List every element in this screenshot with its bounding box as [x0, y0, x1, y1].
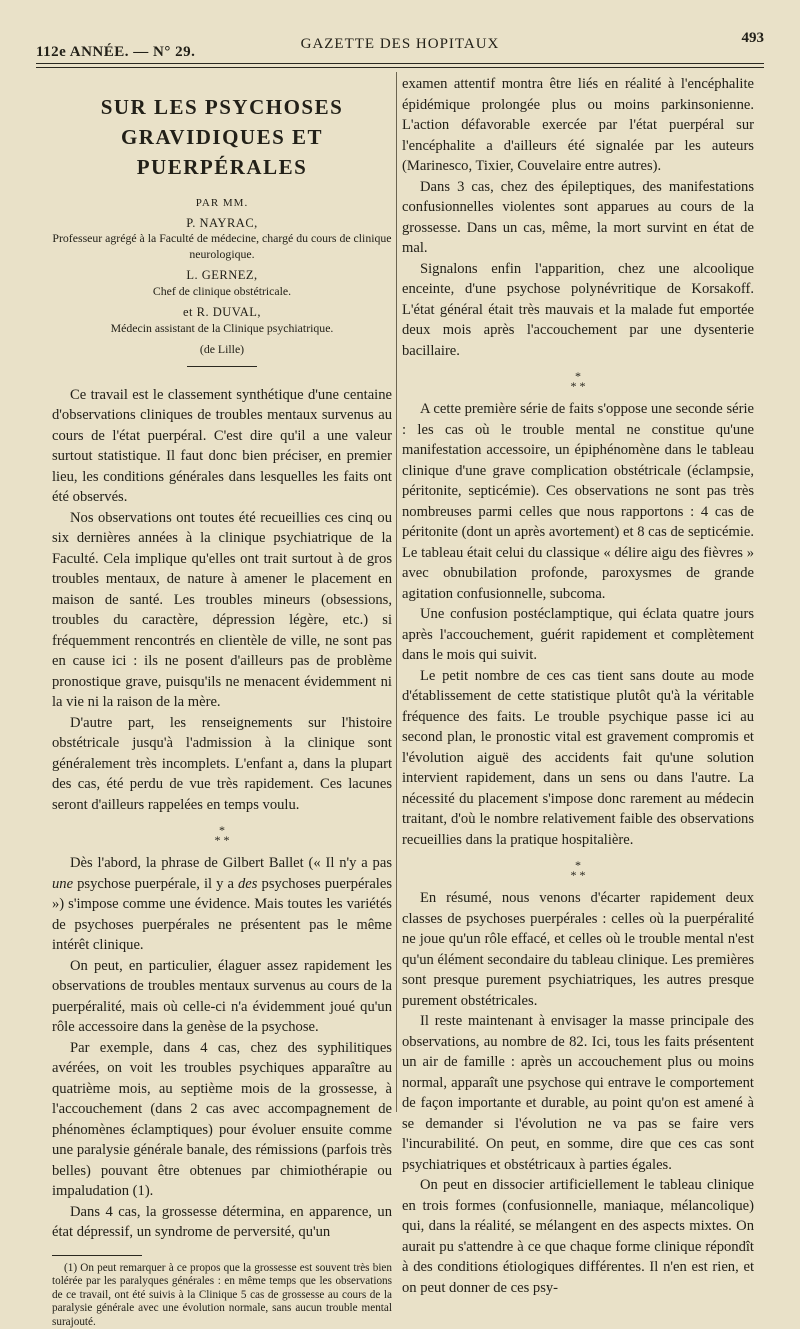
emphasis: une	[52, 876, 73, 892]
text-run: psychoses puerpérales ») s'impose comme une évidence. Mais toutes les variétés de psychoses puerpérales ne présentent pas le même intérêt clinique.	[52, 876, 392, 954]
title-separator	[187, 366, 257, 367]
paragraph: En résumé, nous venons d'écarter rapidement deux classes de psychoses puerpérales : celles où la puerpéralité ne joue qu'un rôle effacé, et celles où le trouble mental n'est qu'un élément secondaire du tableau clinique. Les premières sont presque purement psychiatriques, les autres presque purement obstétricales.	[402, 888, 754, 1011]
paragraph: On peut, en particulier, élaguer assez rapidement les observations de troubles mentaux survenus au cours de la puerpéralité, mais où celle-ci n'a évidemment joué qu'un rôle accessoire dans la genèse de la psychose.	[52, 956, 392, 1038]
page-header	[36, 30, 764, 64]
issue-number: 112e ANNÉE. — N° 29.	[36, 44, 195, 61]
left-column	[52, 74, 392, 1329]
article-title	[52, 92, 392, 182]
article-title-line-1: SUR LES PSYCHOSES	[52, 92, 392, 122]
page-number: 493	[742, 30, 765, 47]
paragraph: examen attentif montra être liés en réalité à l'encéphalite épidémique prolongée plus ou moins parkinsonienne. L'action défavorable exercée par l'état puerpéral sur l'encéphalite a d'ailleurs été signalée par les auteurs (Marinesco, Tixier, Couvelaire entre autres).	[402, 74, 754, 177]
paragraph: Ce travail est le classement synthétique d'une centaine d'observations cliniques de troubles mentaux survenus au cours de l'état puerpéral. C'est dire qu'il a une valeur surtout statistique. Il faut donc bien préciser, en premier lieu, les conditions générales dans lesquelles les faits ont été observés.	[52, 385, 392, 508]
text-run: psychose puerpérale, il y a	[73, 876, 238, 892]
author-name-2: L. GERNEZ,	[52, 268, 392, 284]
paragraph	[52, 853, 392, 956]
paragraph: Il reste maintenant à envisager la masse principale des observations, au nombre de 82. Ici, tous les faits présentent un air de famille : après un accouchement plus ou moins normal, apparaît une psychose qui entrave le comportement de façon importante et durable, au point qu'on est amené à se demander si l'évolution ne va pas se faire vers l'incurabilité. On peut, en somme, dire que ces cas sont psychiatriques et obstétricaux à parties égales.	[402, 1011, 754, 1175]
author-role-3: Médecin assistant de la Clinique psychiatrique.	[52, 321, 392, 337]
author-name-1: P. NAYRAC,	[52, 216, 392, 232]
author-role-1: Professeur agrégé à la Faculté de médecine, chargé du cours de clinique neurologique.	[52, 231, 392, 262]
right-column	[402, 74, 754, 1298]
paragraph: Dans 3 cas, chez des épileptiques, des manifestations confusionnelles violentes sont apparues au cours de la grossesse. Dans un cas, même, la mort survint en état de mal.	[402, 177, 754, 259]
paragraph: Dans 4 cas, la grossesse détermina, en apparence, un état dépressif, un syndrome de perversité, qu'un	[52, 1202, 392, 1243]
author-role-2: Chef de clinique obstétricale.	[52, 284, 392, 300]
paragraph: Signalons enfin l'apparition, chez une alcoolique enceinte, d'une psychose polynévritique de Korsakoff. L'état général était très mauvais et la malade fut emportée deux mois après l'accouchement par une dysenterie bacillaire.	[402, 259, 754, 362]
paragraph: Nos observations ont toutes été recueillies ces cinq ou six dernières années à la clinique psychiatrique de la Faculté. Cela implique qu'elles ont trait surtout à de gros troubles mentaux, de nature à amener le placement en maison de santé. Les troubles mineurs (obsessions, troubles du caractère, dépression légère, etc.) si fréquemment rencontrés en clientèle de ville, ne sont pas en cause ici : ils ne posent d'ailleurs pas de problème pronostique grave, puisqu'ils ne menacent évidemment ni la vie ni la raison de la mère.	[52, 508, 392, 713]
authors-intro: PAR MM.	[52, 196, 392, 212]
footnote-rule	[52, 1255, 142, 1256]
section-asterism: * * *	[402, 371, 754, 391]
emphasis: des	[238, 876, 257, 892]
paragraph: Le petit nombre de ces cas tient sans doute au mode d'établissement de cette statistique plutôt qu'à la véritable fréquence des faits. Le trouble psychique passe ici au second plan, le pronostic vital est gravement compromis et l'évolution aiguë des accidents fait qu'une solution intervient rapidement, dans un sens ou dans l'autre. La nécessité du placement s'impose donc rarement au médecin traitant, d'où le nombre relativement faible des observations recueillies dans la pratique hospitalière.	[402, 666, 754, 851]
paragraph: On peut en dissocier artificiellement le tableau clinique en trois formes (confusionnelle, maniaque, mélancolique) qui, dans la réalité, se mélangent en des aspects mixtes. On aurait pu s'attendre à ce que chaque forme clinique répondît à des conditions étiologiques différentes. Il n'en est rien, et on peut donner de ces psy-	[402, 1175, 754, 1298]
footnote: (1) On peut remarquer à ce propos que la grossesse est souvent très bien tolérée par les paralyques générales : en même temps que les observations de ce travail, ont été suivis à la Clinique 5 cas de grossesse au cours de la paralysie générale avec une évolution normale, sans aucun trouble mental surajouté.	[52, 1262, 392, 1329]
paragraph: Par exemple, dans 4 cas, chez des syphilitiques avérées, on voit les troubles psychiques apparaître au quatrième mois, au septième mois de la grossesse, à l'accouchement (dans 2 cas avec accompagnement de phénomènes éclamptiques) pour évoluer ensuite comme une paralysie générale banale, des rémissions (parfois très belles) pouvant être obtenues par chimiothérapie ou impaludation (1).	[52, 1038, 392, 1202]
article-title-line-2: GRAVIDIQUES ET PUERPÉRALES	[52, 122, 392, 182]
column-divider	[396, 72, 397, 1112]
author-place: (de Lille)	[52, 342, 392, 358]
header-rule-thin	[36, 67, 764, 68]
author-block	[52, 196, 392, 358]
section-asterism: * * *	[402, 860, 754, 880]
paragraph: A cette première série de faits s'oppose une seconde série : les cas où le trouble mental ne constitue qu'une manifestation accessoire, un épiphénomène dans le tableau clinique d'une grave complication obstétricale (éclampsie, péritonite, septicémie). Ces observations ne sont pas très nombreuses parmi celles que nous rapportons : 4 cas de péritonite (dont un après avortement) et 8 cas de septicémie. Le tableau était celui du classique « délire aigu des fièvres » avec obnubilation profonde, paroxysmes de grande agitation confusionnelle, subcoma.	[402, 399, 754, 604]
journal-title: GAZETTE DES HOPITAUX	[36, 36, 764, 53]
text-run: Dès l'abord, la phrase de Gilbert Ballet (« Il n'y a pas	[70, 855, 392, 871]
section-asterism: * * *	[52, 825, 392, 845]
paragraph: Une confusion postéclamptique, qui éclata quatre jours après l'accouchement, guérit rapidement et complètement dans le mois qui suivit.	[402, 604, 754, 666]
header-rule	[36, 63, 764, 64]
paragraph: D'autre part, les renseignements sur l'histoire obstétricale jusqu'à l'admission à la clinique sont généralement très incomplets. L'enfant a, dans la plupart des cas, été perdu de vue très rapidement. Ces lacunes seront d'ailleurs rappelées en temps voulu.	[52, 713, 392, 816]
author-name-3: et R. DUVAL,	[52, 305, 392, 321]
